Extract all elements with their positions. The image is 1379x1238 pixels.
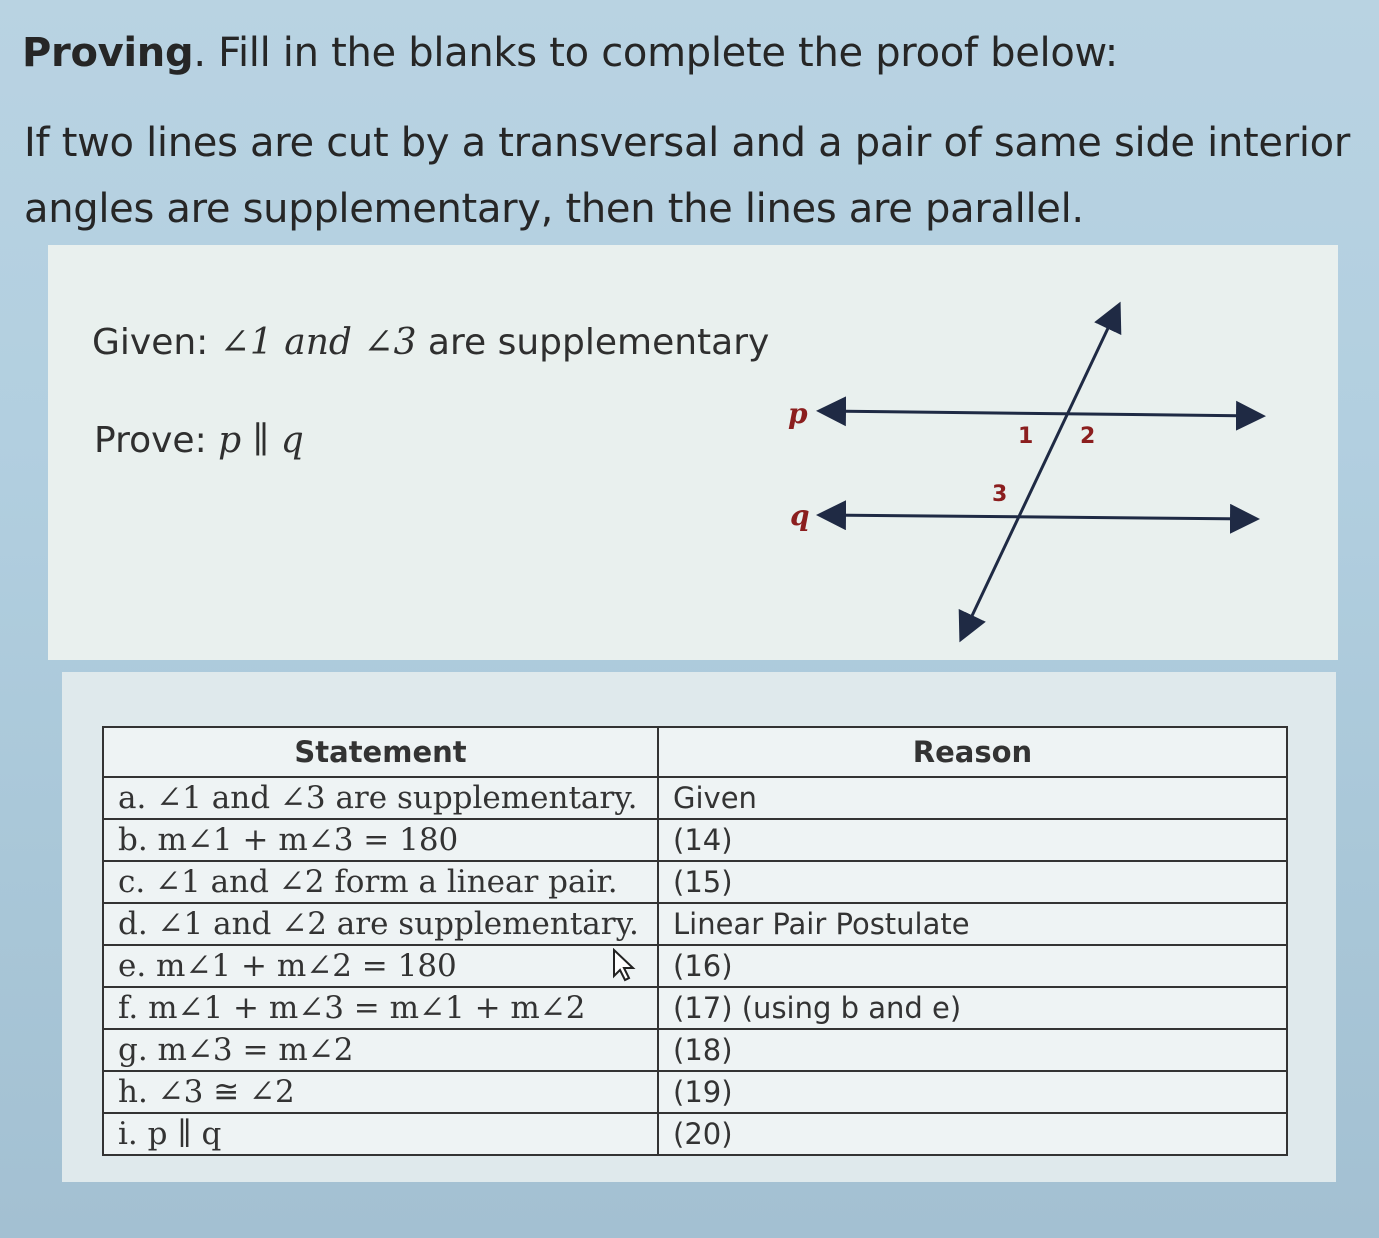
problem-heading <box>22 30 1118 76</box>
statement-cell: h. ∠3 ≅ ∠2 <box>103 1071 658 1113</box>
given-label: Given: <box>92 322 209 363</box>
statement-header: Statement <box>103 727 658 777</box>
angle-2-label: 2 <box>1080 424 1096 449</box>
angle-3-label: 3 <box>992 482 1008 507</box>
table-row <box>103 987 1287 1029</box>
reason-cell[interactable]: (17) (using b and e) <box>658 987 1287 1029</box>
prove-math: p ∥ q <box>218 420 304 461</box>
given-line <box>92 322 769 363</box>
label-q: q <box>790 499 810 532</box>
statement-cell: c. ∠1 and ∠2 form a linear pair. <box>103 861 658 903</box>
proof-table <box>102 726 1288 1156</box>
reason-cell[interactable]: (20) <box>658 1113 1287 1155</box>
reason-cell[interactable]: (14) <box>658 819 1287 861</box>
table-row <box>103 777 1287 819</box>
given-text: are supplementary <box>427 322 770 363</box>
given-math: ∠1 and ∠3 <box>219 322 417 363</box>
theorem-statement: If two lines are cut by a transversal and a pair of same side interior angles are supplementary, then the lines are parallel. <box>24 120 1350 232</box>
heading-rest: . Fill in the blanks to complete the proof below: <box>193 30 1118 76</box>
reason-cell[interactable]: (15) <box>658 861 1287 903</box>
angle-1-label: 1 <box>1018 424 1034 449</box>
statement-cell: g. m∠3 = m∠2 <box>103 1029 658 1071</box>
line-q <box>822 515 1254 519</box>
header-row <box>103 727 1287 777</box>
table-row <box>103 819 1287 861</box>
prove-label: Prove: <box>94 420 207 461</box>
statement-cell: e. m∠1 + m∠2 = 180 <box>103 945 658 987</box>
table-row <box>103 1071 1287 1113</box>
statement-cell: a. ∠1 and ∠3 are supplementary. <box>103 777 658 819</box>
reason-cell: Linear Pair Postulate <box>658 903 1287 945</box>
statement-cell: b. m∠1 + m∠3 = 180 <box>103 819 658 861</box>
reason-cell[interactable]: (19) <box>658 1071 1287 1113</box>
prove-line <box>94 420 304 461</box>
reason-header: Reason <box>658 727 1287 777</box>
table-row <box>103 903 1287 945</box>
statement-cell: i. p ∥ q <box>103 1113 658 1155</box>
table-row <box>103 945 1287 987</box>
parallel-lines-diagram <box>770 295 1280 655</box>
statement-cell: f. m∠1 + m∠3 = m∠1 + m∠2 <box>103 987 658 1029</box>
label-p: p <box>788 397 808 430</box>
reason-cell[interactable]: (16) <box>658 945 1287 987</box>
reason-cell[interactable]: (18) <box>658 1029 1287 1071</box>
table-row <box>103 1113 1287 1155</box>
table-row <box>103 1029 1287 1071</box>
transversal <box>962 307 1118 637</box>
reason-cell: Given <box>658 777 1287 819</box>
mouse-pointer-icon <box>612 948 638 982</box>
line-p <box>822 411 1260 416</box>
heading-bold: Proving <box>22 30 194 76</box>
table-row <box>103 861 1287 903</box>
statement-cell: d. ∠1 and ∠2 are supplementary. <box>103 903 658 945</box>
